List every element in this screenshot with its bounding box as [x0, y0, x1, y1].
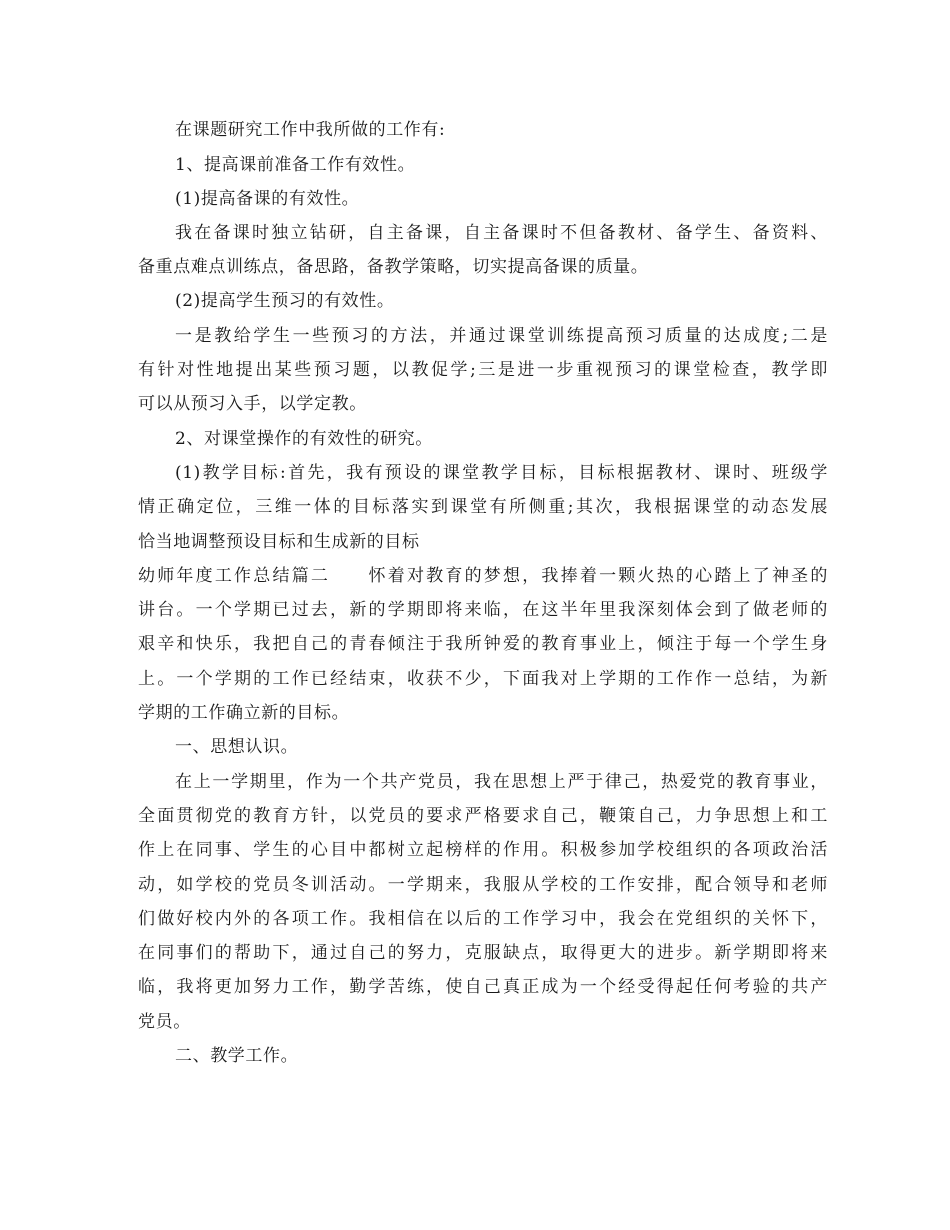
text-line: 在上一学期里，作为一个共产党员，我在思想上严于律己，热爱党的教育事业，: [175, 772, 828, 792]
text-line: 全面贯彻党的教育方针，以党员的要求严格要求自己，鞭策自己，力争思想上和工: [138, 806, 828, 826]
text-line: (1)教学目标:首先，我有预设的课堂教学目标，目标根据教材、课时、班级学: [175, 463, 828, 483]
text-line: 动，如学校的党员冬训活动。一学期来，我服从学校的工作安排，配合领导和老师: [138, 875, 828, 895]
text-line: (2)提高学生预习的有效性。: [175, 291, 395, 311]
text-line: 备重点难点训练点，备思路，备教学策略，切实提高备课的质量。: [138, 257, 649, 277]
text-line: 恰当地调整预设目标和生成新的目标: [138, 532, 420, 552]
text-line: 2、对课堂操作的有效性的研究。: [175, 429, 433, 449]
text-line: 上。一个学期的工作已经结束，收获不少，下面我对上学期的工作作一总结，为新: [138, 669, 828, 689]
text-line: 艰辛和快乐，我把自己的青春倾注于我所钟爱的教育事业上，倾注于每一个学生身: [138, 634, 828, 654]
text-line: 在课题研究工作中我所做的工作有:: [175, 120, 446, 140]
text-line: 们做好校内外的各项工作。我相信在以后的工作学习中，我会在党组织的关怀下，: [138, 909, 828, 929]
text-line: 讲台。一个学期已过去，新的学期即将来临，在这半年里我深刻体会到了做老师的: [138, 600, 828, 620]
text-line: 作上在同事、学生的心目中都树立起榜样的作用。积极参加学校组织的各项政治活: [138, 840, 828, 860]
text-line: 一是教给学生一些预习的方法，并通过课堂训练提高预习质量的达成度;二是: [175, 326, 828, 346]
text-line: 我在备课时独立钻研，自主备课，自主备课时不但备教材、备学生、备资料、: [175, 223, 828, 243]
text-line: 党员。: [138, 1012, 191, 1032]
text-line: 1、提高课前准备工作有效性。: [175, 155, 416, 175]
text-line: 可以从预习入手，以学定教。: [138, 394, 367, 414]
text-line: 幼师年度工作总结篇二 怀着对教育的梦想，我捧着一颗火热的心踏上了神圣的: [138, 566, 828, 586]
section-heading: 二、教学工作。: [175, 1046, 299, 1066]
text-line: 在同事们的帮助下，通过自己的努力，克服缺点，取得更大的进步。新学期即将来: [138, 943, 828, 963]
section-heading: 一、思想认识。: [175, 737, 299, 757]
text-line: 临，我将更加努力工作，勤学苦练，使自己真正成为一个经受得起任何考验的共产: [138, 977, 828, 997]
text-line: (1)提高备课的有效性。: [175, 189, 360, 209]
text-line: 学期的工作确立新的目标。: [138, 703, 350, 723]
text-line: 有针对性地提出某些预习题，以教促学;三是进一步重视预习的课堂检查，教学即: [138, 360, 828, 380]
text-line: 情正确定位，三维一体的目标落实到课堂有所侧重;其次，我根据课堂的动态发展: [138, 497, 828, 517]
